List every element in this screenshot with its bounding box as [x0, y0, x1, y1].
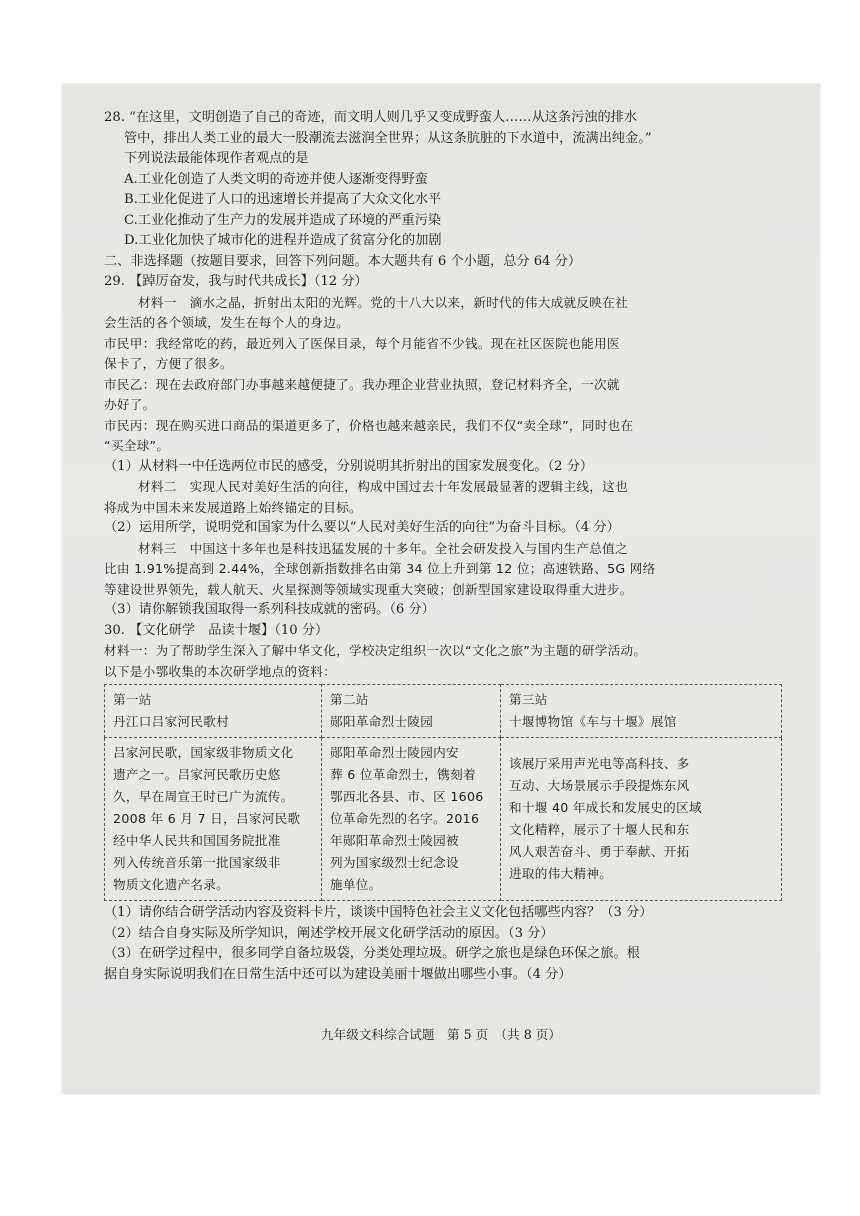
- station-2-desc-line: 年郧阳革命烈士陵园被: [330, 833, 459, 848]
- page-footer: 九年级文科综合试题 第 5 页 （共 8 页）: [321, 1027, 561, 1042]
- q30-sub3-line1: （3）在研学过程中，很多同学自备垃圾袋，分类处理垃圾。研学之旅也是绿色环保之旅。根: [104, 946, 640, 961]
- q29-material2-line2: 将成为中国未来发展道路上始终锚定的目标。: [104, 499, 362, 515]
- q30-sub1: （1）请你结合研学活动内容及资料卡片，谈谈中国特色社会主义文化包括哪些内容？（3 分）: [104, 905, 653, 920]
- station-1-header: [105, 685, 322, 738]
- q29-citizen-b-line2: 办好了。: [104, 397, 156, 412]
- q29-material1-line2: 会生活的各个领域，发生在每个人的身边。: [104, 315, 349, 330]
- q28-option-a: A.工业化创造了人类文明的奇迹并使人逐渐变得野蛮: [124, 171, 428, 187]
- station-1-desc-line: 列入传统音乐第一批国家级非: [113, 855, 281, 870]
- q29-citizen-b-line1: 市民乙：现在去政府部门办事越来越便捷了。我办理企业营业执照，登记材料齐全，一次就: [104, 376, 620, 392]
- q29-title: 29. 【踔厉奋发，我与时代共成长】（12 分）: [104, 274, 368, 289]
- q29-material2-line1: 材料二 实现人民对美好生活的向往，构成中国过去十年发展最显著的逻辑主线，这也: [138, 479, 628, 494]
- q28-option-d: D.工业化加快了城市化的进程并造成了贫富分化的加剧: [124, 233, 442, 248]
- station-3-desc-line: 该展厅采用声光电等高科技、多: [509, 756, 690, 771]
- station-1-desc-line: 2008 年 6 月 7 日，吕家河民歌: [113, 811, 301, 826]
- station-1-desc-line: 物质文化遗产名录。: [113, 877, 230, 892]
- q28-prompt: 下列说法最能体现作者观点的是: [124, 151, 309, 166]
- station-1-stop: 第一站: [113, 692, 152, 707]
- station-3-desc-line: 文化精粹，展示了十堰人民和东: [509, 822, 690, 837]
- station-3-desc-line: 进取的伟大精神。: [509, 866, 613, 881]
- station-2-desc-line: 郧阳革命烈士陵园内安: [330, 745, 459, 760]
- q30-intro-line2: 以下是小鄂收集的本次研学地点的资料：: [104, 663, 337, 679]
- page-content: [104, 108, 784, 985]
- station-2-stop: 第二站: [330, 692, 369, 707]
- q29-citizen-a-line1: 市民甲：我经常吃的药，最近列入了医保目录，每个月能省不少钱。现在社区医院也能用医: [104, 335, 620, 351]
- q28-line1: 28. “在这里，文明创造了自己的奇迹，而文明人则几乎又变成野蛮人……从这条污浊的排水: [104, 110, 638, 125]
- station-1-place: 丹江口吕家河民歌村: [113, 714, 230, 729]
- q29-material3-line2: 比由 1.91%提高到 2.44%，全球创新指数排名由第 34 位上升到第 12 位；高速铁路、5G 网络: [104, 561, 656, 576]
- station-2-header: [322, 685, 501, 738]
- station-desc-row: [105, 738, 782, 901]
- station-2-desc-line: 施单位。: [330, 877, 382, 892]
- station-2-place: 郧阳革命烈士陵园: [330, 714, 434, 729]
- q29-citizen-c-line1: 市民丙：现在购买进口商品的渠道更多了，价格也越来越亲民，我们不仅“卖全球”，同时也在: [104, 417, 634, 433]
- q29-sub2: （2）运用所学，说明党和国家为什么要以“人民对美好生活的向往”为奋斗目标。（4 分）: [104, 520, 620, 535]
- q29-sub3: （3）请你解锁我国取得一系列科技成就的密码。（6 分）: [104, 602, 435, 617]
- station-3-desc-line: 和十堰 40 年成长和发展史的区域: [509, 800, 702, 815]
- q28-option-c: C.工业化推动了生产力的发展并造成了环境的严重污染: [124, 212, 442, 228]
- q29-material3-line3: 等建设世界领先，载人航天、火星探测等领域实现重大突破；创新型国家建设取得重大进步。: [104, 581, 633, 597]
- station-2-desc-line: 位革命先烈的名字。2016: [330, 811, 480, 826]
- station-3-desc-line: 风人艰苦奋斗、勇于奉献、开拓: [509, 844, 690, 859]
- station-2-desc-line: 列为国家级烈士纪念设: [330, 855, 459, 870]
- exam-page: [62, 84, 820, 1094]
- station-3-header: [501, 685, 782, 738]
- q29-citizen-a-line2: 保卡了，方便了很多。: [104, 356, 233, 371]
- q28-line2: 管中，排出人类工业的最大一股潮流去滋润全世界；从这条肮脏的下水道中，流满出纯金。”: [124, 130, 652, 146]
- station-3-desc-line: 互动、大场景展示手段提炼东风: [509, 778, 690, 793]
- station-2-desc: [322, 738, 501, 901]
- station-1-desc-line: 经中华人民共和国国务院批准: [113, 833, 281, 848]
- station-header-row: [105, 685, 782, 738]
- section-heading: 二、非选择题（按题目要求，回答下列问题。本大题共有 6 个小题，总分 64 分）: [104, 253, 582, 269]
- station-cards-table: [104, 684, 782, 901]
- station-2-desc-line: 鄂西北各县、市、区 1606: [330, 789, 484, 804]
- q29-sub1: （1）从材料一中任选两位市民的感受，分别说明其折射出的国家发展变化。（2 分）: [104, 458, 594, 474]
- q29-citizen-c-line2: “买全球”。: [104, 438, 170, 453]
- q29-material1-line1: 材料一 滴水之晶，折射出太阳的光辉。党的十八大以来，新时代的伟大成就反映在社: [138, 294, 628, 310]
- station-3-desc: [501, 738, 782, 901]
- q30-sub3-line2: 据自身实际说明我们在日常生活中还可以为建设美丽十堰做出哪些小事。（4 分）: [104, 966, 572, 982]
- q30-intro-line1: 材料一：为了帮助学生深入了解中华文化，学校决定组织一次以“文化之旅”为主题的研学活动。: [104, 643, 647, 658]
- station-1-desc-line: 吕家河民歌，国家级非物质文化: [113, 745, 294, 760]
- station-1-desc-line: 久，早在周宣王时已广为流传。: [113, 789, 294, 804]
- q28-option-b: B.工业化促进了人口的迅速增长并提高了大众文化水平: [124, 192, 442, 207]
- q30-title: 30. 【文化研学 品读十堰】（10 分）: [104, 622, 329, 638]
- station-2-desc-line: 葬 6 位革命烈士，镌刻着: [330, 767, 476, 782]
- station-1-desc-line: 遗产之一。吕家河民歌历史悠: [113, 767, 281, 782]
- station-1-desc: [105, 738, 322, 901]
- station-3-place: 十堰博物馆《车与十堰》展馆: [509, 714, 677, 729]
- q30-sub2: （2）结合自身实际及所学知识，阐述学校开展文化研学活动的原因。（3 分）: [104, 925, 554, 941]
- q29-material3-line1: 材料三 中国这十多年也是科技迅猛发展的十多年。全社会研发投入与国内生产总值之: [138, 540, 628, 556]
- station-3-stop: 第三站: [509, 692, 548, 707]
